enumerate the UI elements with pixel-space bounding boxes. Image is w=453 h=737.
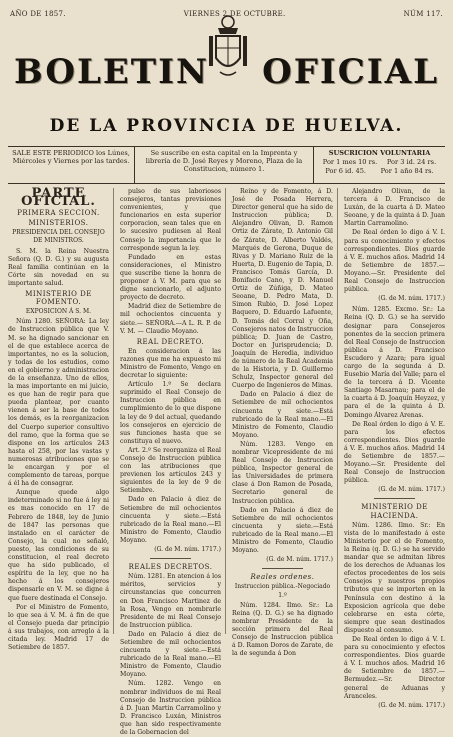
section-presidencia: PRESIDENCIA DEL CONSEJO DE MINISTROS. (12, 229, 105, 245)
newspaper-page (8, 6, 445, 736)
divider (374, 498, 414, 499)
paragraph: Núm. 1286. Ilmo. Sr.: En vista de lo manifestado á este Ministerio por el de Fomento, la Reina (q. D. G.) se ha servido mandar que se admitan libres de los derechos de Aduanas los efectos procedentes de los seis Consejos y nuestros propios tributos que se importen en la Península con destino á la Exposicion agrícola que debe celebrarse en esta córte, siempre que sean destinados dispuesto al consumo. (344, 521, 445, 634)
divider (150, 558, 190, 559)
article-columns (8, 186, 445, 736)
rate-1-month: Por 1 mes 10 rs. (322, 158, 378, 166)
paragraph: De Real órden lo digo á V. E. para los efectos correspondientes. Dios guarde á V. E. muchos años. Madrid 14 de Setiembre de 1857.—Moyano.—Sr. Presidente del Real Consejo de Instruccion pública. (344, 420, 445, 485)
paragraph: S. M. la Reina Nuestra Señora (Q. D. G.) y su augusta Real familia continúan en la Córte sin novedad en su importante salud. (8, 247, 109, 287)
paragraph: Aunque quede algo indeterminado si no fue á ley ni es mas conocido en 17 de Febrero de 1848, ley de Junio de 1847 las personas que instalado en el carácter de Consejo, la cual no señaló, puesto, las condiciones de su constitucion, el real decreto que ha sido publicado, el espíritu de la ley, que no ha hecho á los consejeros dispensarle en V. M. se digne á que fuere destinada el Consejo. (8, 489, 109, 602)
paragraph: De Real órden lo digo á V. I. para su conocimiento y efectos correspondientes. Dios guarde á V. E. muchos años. Madrid 14 de Setiembre de 1857.—Moyano.—Sr. Presidente del Real Consejo de Instruccion pública. (344, 229, 445, 294)
column-1 (8, 186, 114, 652)
column-4 (344, 188, 445, 709)
section-ministerio-fomento: MINISTERIO DE FOMENTO. (25, 290, 92, 307)
column-3 (232, 188, 338, 658)
issue-date: VIERNES 2 DE OCTUBRE. (183, 10, 286, 18)
rate-1-year: Por 1 año 84 rs. (380, 167, 434, 175)
paragraph: De Real órden lo digo á V. I. para su conocimiento y efectos correspondientes. Dios guarde á V. I. muchos años. Madrid 16 de Setiembre de 1857.—Bermudez.—Sr. Director general de Aduanas y Aranceles. (344, 635, 445, 700)
paragraph: Fundado en estas consideraciones, el Ministro que suscribe tiene la honra de proponer á V. M. para que se digne sancionarlo, el adjunto proyecto de decreto. (120, 253, 221, 302)
rate-6-months: Por 6 id. 45. (325, 167, 366, 175)
divider (262, 568, 302, 569)
periodicity-note: SALE ESTE PERIODICO los Lúnes, Miércoles y Viernes por las tardes. (8, 147, 135, 183)
paragraph: Dado en Palacio á diez de Setiembre de mil ochocientos cincuenta y siete.—Está rubricado de la Real mano.—El Ministro de Fomento, Claudio Moyano. (232, 391, 333, 439)
paragraph: Reino y de Fomento, á D. José de Posada Herrera, Director general que ha sido de Instruccion pública; D. Alejandro Olivan, D. Ramon Ortiz de Zárate, D. Antonio Gil de Zárate, D. Alberto Valdés, Marqués de Gerona, Duque de Rivas y D. Mariano Ruiz de la Huerta, D. Eugenio de Tapia, D. Francisco Tomás García, D. Bonifacio Cano, y D. Manuel Ortiz de Zúñiga, D. Mateo Seoane, D. Pedro Mata, D. Simon Rubio, D. José Lopez Baquero, D. Eduardo Lafuente, D. Tomás del Corral y Oña, Consejeros natos de Instruccion pública; D. Juan de Castro, Doctor en Jurisprudencia; D. Joaquín de Heredia, individuo de número de la Real Academia de la Historia, y D. Guillermo Schulz, Inspector general del Cuerpo de Ingenieros de Minas. (232, 188, 333, 390)
paragraph: Núm. 1285. Excmo. Sr.: La Reina (Q. D. G.) se ha servido designar para Consejeros ponentes de la seccion primera del Real Consejo de Instruccion pública á D. Francisco Escudero y Azara; para igual cargo de la segunda á D. Eusebio María del Valle; para el de la tercera á D. Vicente Santiago Masarnau; para el de la cuarta á D. Joaquín Heyzez, y para el de la quinta á D. Domingo Álvarez Arenas. (344, 306, 445, 419)
newspaper-subtitle: DE LA PROVINCIA DE HUELVA. (49, 116, 404, 136)
paragraph: Art. 2.º Se reorganiza el Real Consejo de Instruccion pública con las atribuciones que previenen los artículos 243 y siguientes de la ley de 9 de Setiembre. (120, 446, 221, 495)
section-instruccion-publica: Instruccion pública.-Negociado 1.º (234, 583, 331, 599)
paragraph: En consideracion á las razones que me ha expuesto mi Ministro de Fomento, Vengo en decretar lo siguiente: (120, 347, 221, 380)
paragraph: Alejandro Olivan, de la tercera á D. Francisco de Luxán, de la cuarta á D. Mateo Seoane, y de la quinta á D. Juan Martin Carramolino. (344, 188, 445, 228)
gazette-reference: (G. de M. núm. 1717.) (378, 295, 445, 303)
section-reales-decretos: REALES DECRETOS. (128, 563, 213, 572)
paragraph: pulso de sus laboriosos consejeros, tantas previsiones convenientes, y que funcionarios en esta superior corporacion, sean tales que en lo sucesivo pudiesen al Real Consejo la importancia que le corresponde segun la ley. (120, 188, 221, 252)
paragraph: Núm. 1282. Vengo en nombrar individuos de mi Real Consejo de Instruccion pública á D. Juan Martin Carramolino y D. Francisco Luxán, Ministros que han sido respectivamente de la Gobernacion del (120, 680, 221, 736)
paragraph: Artículo 1.º Se declara suprimido el Real Consejo de Instruccion pública en cumplimiento de lo que dispone la ley de 9 del actual, quedando los consejeros en ejercicio de sus funciones hasta que se constituya el nuevo. (120, 381, 221, 445)
gazette-reference: (G. de M. núm. 1717.) (378, 486, 445, 494)
column-2 (120, 188, 226, 736)
paragraph: Núm. 1283. Vengo en nombrar Vicepresidente de mi Real Consejo de Instruccion pública, Inspector general de las Universidades de primera clase á Don Ramon de Posada, Secretario general de Instruccion pública. (232, 440, 333, 505)
issue-year: AÑO DE 1857. (10, 10, 66, 18)
paragraph: Dado en Palacio á diez de Setiembre de mil ochocientos cincuenta y siete.—Está rubricado de la Real mano.—El Ministro de Fomento, Claudio Moyano. (120, 496, 221, 544)
paragraph: Dado en Palacio á diez de Setiembre de mil ochocientos cincuenta y siete.—Está rubricado de la Real mano.—El Ministro de Fomento, Claudio Moyano. (120, 630, 221, 679)
section-reales-ordenes: Reales ordenes. (250, 573, 315, 582)
gazette-reference: (G. de M. núm. 1717.) (154, 546, 221, 554)
section-ministerios: MINISTERIOS. (28, 219, 89, 228)
paragraph: Núm. 1284. Ilmo. Sr.: La Reina (Q. D. G.) se ha dignado nombrar Presidente de la sección primera del Real Consejo de Instruccion pública á D. Ramon Doros de Zarate, de la de segunda á Don (232, 601, 333, 658)
title-word-boletin: BOLETIN (14, 52, 210, 92)
paragraph: Núm 1280. SEÑORA: La ley de Instruccion pública que V. M. se ha dignado sancionar en el de que establece acerca de importantes, no es la solucion, y todas de los estudios, como en el gobierno y administracion de la enseñanza. Uno de ellos, la mas importante en mi juicio, es que han de regir para que pueda plantear, por cuanto vienen á ser la base de todos los demás, es la reorganizacion del Cuerpo superior consultivo del ramo, que la forma que se dispone en los artículos 243 hasta el 258, por las vastas y numerosas atribuciones que se le encargan y por el complemento de tareas, porque á él ha de consagrar. (8, 318, 109, 488)
voluntary-subscription (314, 147, 445, 183)
gazette-reference: (G. de M. núm. 1717.) (378, 701, 445, 709)
rate-3-months: Por 3 id. 24 rs. (386, 158, 437, 166)
issue-number: NÚM 117. (403, 10, 443, 18)
subscription-place: Se suscribe en esta capital en la Imprenta y librería de D. José Reyes y Moreno, Plaza de la Constitucion, número 1. (135, 147, 314, 183)
paragraph: Núm. 1281. En atencion á los méritos, servicios y circunstancias que concurren en Don Francisco Martinez de la Rosa, Vengo en nombrarle Presidente de mi Real Consejo de Instruccion pública. (120, 573, 221, 629)
section-real-decreto: REAL DECRETO. (136, 337, 205, 346)
section-ministerio-hacienda: MINISTERIO DE HACIENDA. (361, 503, 428, 520)
paragraph: Dado en Palacio á diez de Setiembre de mil ochocientos cincuenta y siete.—Está rubricado de la Real mano.—El Ministro de Fomento, Claudio Moyano. (232, 506, 333, 555)
gazette-reference: (G. de M. núm. 1717.) (266, 556, 333, 564)
paragraph: Madrid diez de Setiembre de mil ochocientos cincuenta y siete.— SEÑORA.—A L. R. P. de V. M. — Claudio Moyano. (120, 303, 221, 335)
section-primera: PRIMERA SECCION. (17, 209, 100, 218)
subscription-bar (8, 146, 445, 184)
section-parte-oficial: PARTE OFICIAL. (21, 186, 96, 210)
section-exposicion: EXPOSICION Á S. M. (25, 308, 92, 316)
title-word-oficial: OFICIAL (262, 52, 439, 92)
newspaper-title (14, 52, 439, 92)
paragraph: Por el Ministro de Fomento, lo que sea á V. M. á fin de que el Consejo pueda dar principio á sus trabajos, con arreglo á la citada ley. Madrid 17 de Setiembre de 1857. (8, 603, 109, 652)
voluntary-subscription-heading: SUSCRICION VOLUNTARIA (328, 149, 431, 157)
